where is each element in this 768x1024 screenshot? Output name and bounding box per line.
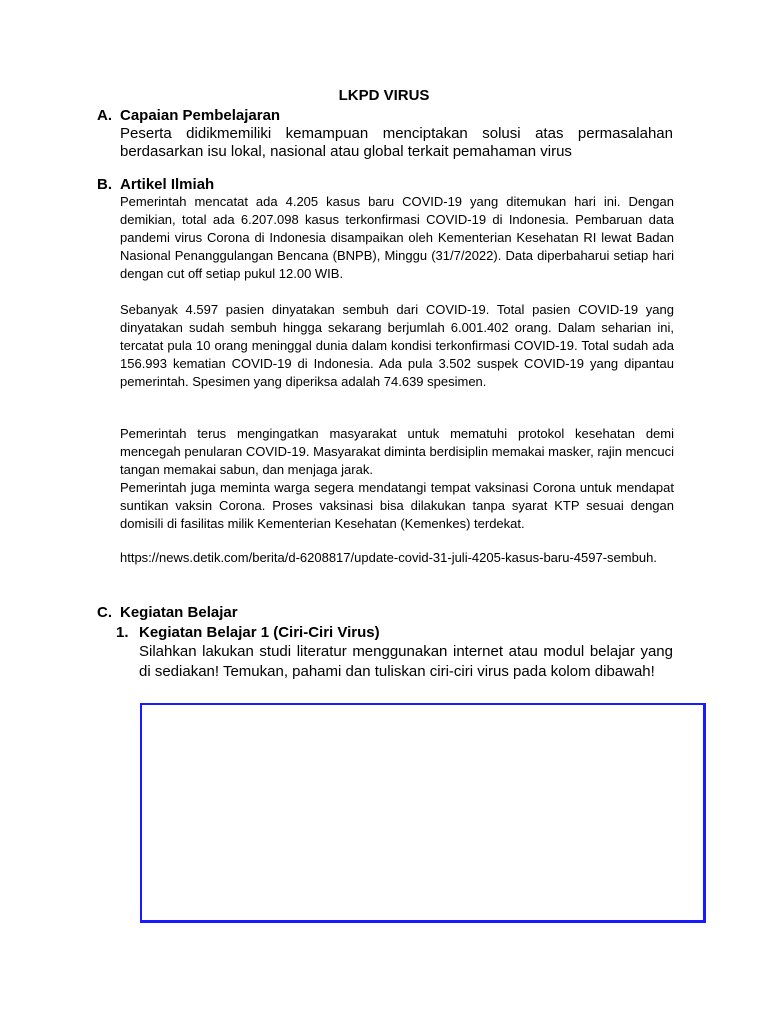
page-title: LKPD VIRUS <box>338 87 430 104</box>
answer-box[interactable] <box>140 703 706 923</box>
section-c-title: Kegiatan Belajar <box>120 604 238 621</box>
activity-1-instruction: Silahkan lakukan studi literatur menggunakan internet atau modul belajar yang di sediakan! Temukan, pahami dan tuliskan ciri-ciri virus pada kolom dibawah! <box>139 643 673 680</box>
section-a-title: Capaian Pembelajaran <box>120 107 281 124</box>
learning-outcome-text: Peserta didikmemiliki kemampuan menciptakan solusi atas permasalahan berdasarkan isu lokal, nasional atau global terkait pemahaman virus <box>120 125 673 160</box>
article-paragraph-3: Pemerintah terus mengingatkan masyarakat untuk mematuhi protokol kesehatan demi mencegah penularan COVID-19. Masyarakat diminta berdisiplin memakai masker, rajin mencuci tangan memakai sabun, dan menjaga jarak. <box>120 426 674 477</box>
activity-1-number: 1. <box>116 624 129 641</box>
section-b-title: Artikel Ilmiah <box>120 176 215 193</box>
section-a-letter: A. <box>97 107 112 124</box>
article-source-link[interactable]: https://news.detik.com/berita/d-6208817/update-covid-31-juli-4205-kasus-baru-4597-sembuh. <box>120 550 657 565</box>
article-paragraph-4: Pemerintah juga meminta warga segera mendatangi tempat vaksinasi Corona untuk mendapat suntikan vaksin Corona. Proses vaksinasi bisa dilakukan tanpa syarat KTP sesuai dengan domisili di fasilitas milik Kementerian Kesehatan (Kemenkes) terdekat. <box>120 480 674 531</box>
article-paragraph-1: Pemerintah mencatat ada 4.205 kasus baru COVID-19 yang ditemukan hari ini. Dengan demikian, total ada 6.207.098 kasus terkonfirmasi COVID-19 di Indonesia. Pembaruan data pandemi virus Corona di Indonesia disampaikan oleh Kementerian Kesehatan RI lewat Badan Nasional Penanggulangan Bencana (BNPB), Minggu (31/7/2022). Data diperbaharui setiap hari dengan cut off setiap pukul 12.00 WIB. <box>120 194 674 281</box>
activity-1-title: Kegiatan Belajar 1 (Ciri-Ciri Virus) <box>139 624 380 641</box>
section-b-letter: B. <box>97 176 112 193</box>
section-c-letter: C. <box>97 604 112 621</box>
article-paragraph-2: Sebanyak 4.597 pasien dinyatakan sembuh dari COVID-19. Total pasien COVID-19 yang dinyatakan sudah sembuh hingga sekarang berjumlah 6.001.402 orang. Dalam seharian ini, tercatat pula 10 orang meninggal dunia dalam kondisi terkonfirmasi COVID-19. Total sudah ada 156.993 kematian COVID-19 di Indonesia. Ada pula 3.502 suspek COVID-19 yang dipantau pemerintah. Spesimen yang diperiksa adalah 74.639 spesimen. <box>120 302 674 389</box>
